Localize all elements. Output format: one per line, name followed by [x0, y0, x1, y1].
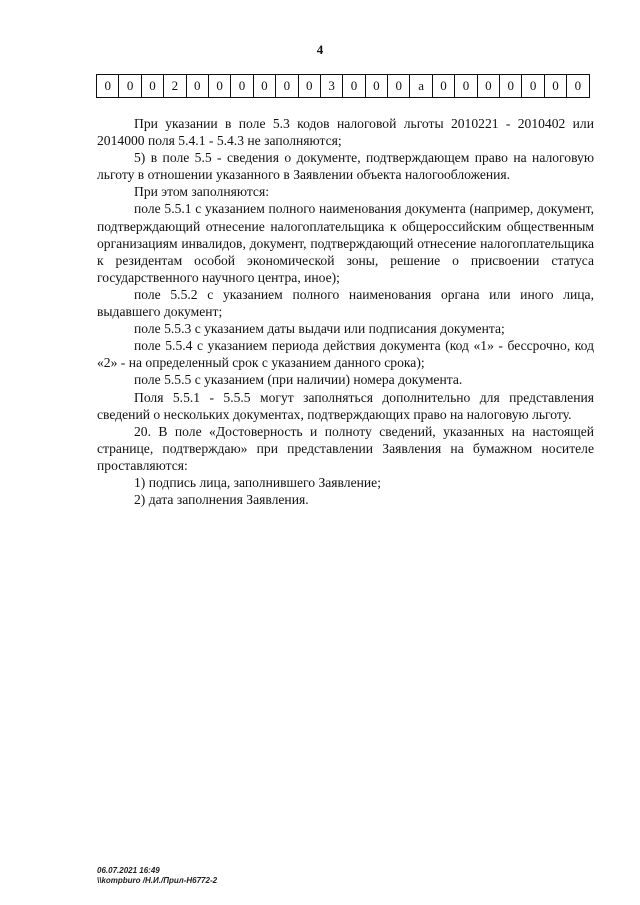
code-cell: 0 [142, 74, 164, 98]
code-cell: 0 [299, 74, 321, 98]
code-cell: 0 [433, 74, 455, 98]
code-cell: 0 [455, 74, 477, 98]
code-cell: 3 [321, 74, 343, 98]
page-code-grid [96, 74, 590, 98]
code-cell: 0 [97, 74, 119, 98]
document-body [97, 115, 594, 508]
code-cell: 0 [522, 74, 544, 98]
code-cell: 0 [209, 74, 231, 98]
code-cell: 0 [545, 74, 567, 98]
paragraph: поле 5.5.1 с указанием полного наименования документа (например, документ, подтверждающий отнесение налогоплательщика к общероссийским общественным организациям инвалидов, документ, подтверждающий отнесение налогоплательщика к резидентам особой экономической зоны, решение о присвоении статуса государственного научного центра, иное); [97, 201, 594, 285]
code-cell: 0 [343, 74, 365, 98]
code-cell: 0 [500, 74, 522, 98]
paragraph: При этом заполняются: [134, 184, 269, 200]
page-number: 4 [316, 42, 324, 57]
code-cell: 0 [478, 74, 500, 98]
paragraph: поле 5.5.2 с указанием полного наименования органа или иного лица, выдавшего документ; [97, 286, 594, 320]
paragraph: 20. В поле «Достоверность и полноту сведений, указанных на настоящей странице, подтверждаю» при представлении Заявления на бумажном носителе проставляются: [97, 423, 594, 473]
code-cell: 2 [164, 74, 186, 98]
code-cell: а [410, 74, 432, 98]
paragraph: 2) дата заполнения Заявления. [134, 492, 309, 508]
footer-file-path: \\kompburo /Н.И./Прил-Н6772-2 [97, 876, 218, 885]
code-cell: 0 [187, 74, 209, 98]
code-cell: 0 [276, 74, 298, 98]
paragraph: поле 5.5.3 с указанием даты выдачи или подписания документа; [134, 321, 505, 337]
paragraph: 5) в поле 5.5 - сведения о документе, подтверждающем право на налоговую льготу в отношении указанного в Заявлении объекта налогообложения. [97, 150, 594, 183]
paragraph: поле 5.5.4 с указанием периода действия документа (код «1» - бессрочно, код «2» - на определенный срок с указанием данного срока); [97, 338, 594, 371]
code-cell: 0 [254, 74, 276, 98]
code-cell: 0 [119, 74, 141, 98]
code-cell: 0 [567, 74, 589, 98]
paragraph: 1) подпись лица, заполнившего Заявление; [134, 474, 381, 490]
paragraph: поле 5.5.5 с указанием (при наличии) номера документа. [134, 372, 463, 388]
paragraph: Поля 5.5.1 - 5.5.5 могут заполняться дополнительно для представления сведений о нескольких документах, подтверждающих право на налоговую льготу. [97, 389, 594, 422]
paragraph: При указании в поле 5.3 кодов налоговой льготы 2010221 - 2010402 или 2014000 поля 5.4.1 - 5.4.3 не заполняются; [97, 116, 594, 149]
code-cell: 0 [388, 74, 410, 98]
footer-stamp [97, 866, 217, 886]
code-cell: 0 [366, 74, 388, 98]
code-cell: 0 [231, 74, 253, 98]
footer-timestamp: 06.07.2021 16:49 [97, 866, 160, 875]
